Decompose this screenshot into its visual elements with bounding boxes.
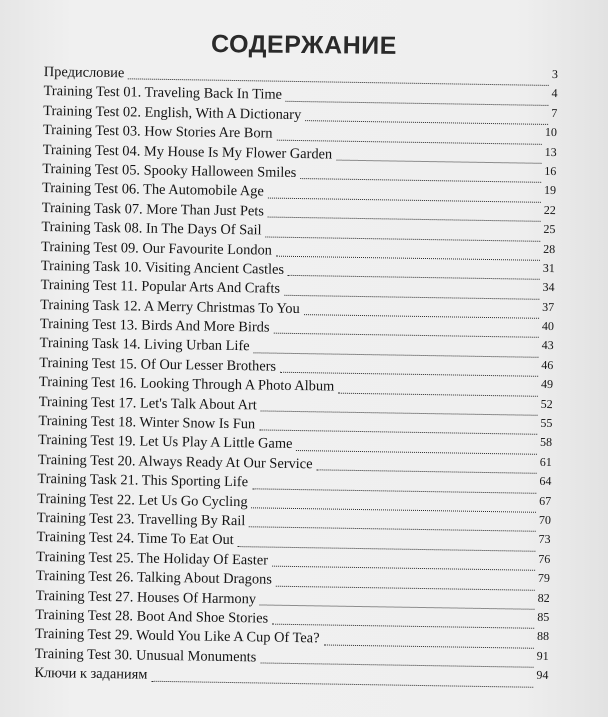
- toc-entry-page-number: 7: [551, 105, 558, 120]
- dot-leader: [272, 565, 535, 571]
- toc-entry-page-number: 25: [543, 221, 556, 237]
- dot-leader: [273, 332, 538, 338]
- toc-entry-title: Training Test 27. Houses Of Harmony: [35, 587, 257, 607]
- dot-leader: [304, 313, 539, 319]
- toc-entry-page-number: 52: [540, 396, 553, 411]
- dot-leader: [280, 371, 538, 377]
- toc-entry-page-number: 49: [540, 377, 554, 392]
- toc-entry-title: Training Test 11. Popular Arts And Crafts: [40, 277, 281, 298]
- toc-entry-page-number: 58: [539, 435, 553, 450]
- dot-leader: [265, 235, 540, 241]
- toc-entry-title: Training Test 30. Unusual Monuments: [34, 645, 257, 666]
- dot-leader: [272, 623, 534, 629]
- toc-entry-title: Ключи к заданиям: [34, 665, 148, 683]
- dot-leader: [259, 429, 537, 435]
- toc-entry-page-number: 94: [536, 667, 549, 683]
- dot-leader: [336, 159, 541, 164]
- toc-entry-page-number: 82: [537, 590, 550, 605]
- toc-entry-title: Training Test 13. Birds And More Birds: [39, 316, 270, 336]
- toc-entry-title: Training Task 10. Visiting Ancient Castles: [40, 257, 285, 278]
- dot-leader: [300, 177, 541, 183]
- dot-leader: [305, 119, 548, 125]
- toc-entry-title: Training Task 07. More Than Just Pets: [41, 199, 265, 220]
- dot-leader: [268, 216, 541, 222]
- toc-entry-title: Training Test 17. Let's Talk About Art: [38, 393, 257, 414]
- toc-entry-page-number: 55: [540, 415, 553, 431]
- toc-entry-page-number: 88: [536, 629, 550, 644]
- toc-entry-page-number: 40: [541, 318, 555, 334]
- toc-entry-title: Training Test 24. Time To Eat Out: [36, 529, 234, 549]
- toc-entry-page-number: 61: [539, 454, 552, 469]
- dot-leader: [286, 100, 549, 106]
- toc-entry-page-number: 85: [537, 609, 550, 624]
- toc-entry-title: Training Test 29. Would You Like A Cup Of Tea?: [34, 626, 320, 647]
- toc-entry-title: Training Test 06. The Automobile Age: [41, 180, 264, 200]
- toc-entry-title: Training Task 14. Living Urban Life: [39, 335, 250, 355]
- dot-leader: [276, 138, 541, 144]
- dot-leader: [254, 351, 539, 357]
- toc-entry-page-number: 43: [541, 338, 554, 353]
- dot-leader: [323, 643, 533, 648]
- toc-entry-page-number: 70: [538, 512, 551, 528]
- dot-leader: [260, 603, 535, 609]
- toc-entry-page-number: 19: [543, 183, 557, 198]
- dot-leader: [260, 662, 533, 668]
- toc-entry-title: Training Test 02. English, With A Dictionary: [43, 102, 302, 123]
- toc-entry-title: Training Test 19. Let Us Play A Little Game: [37, 432, 293, 453]
- toc-entry-page-number: 73: [538, 532, 551, 547]
- toc-entry-title: Training Test 04. My House Is My Flower Garden: [42, 141, 333, 163]
- toc-entry-page-number: 67: [539, 493, 552, 508]
- toc-entry-page-number: 79: [537, 570, 551, 586]
- toc-entry-page-number: 13: [544, 144, 557, 159]
- dot-leader: [252, 487, 536, 493]
- dot-leader: [238, 545, 536, 552]
- toc-entry-page-number: 10: [544, 125, 558, 140]
- dot-leader: [249, 526, 536, 533]
- dot-leader: [288, 274, 540, 280]
- toc-entry-title: Training Test 16. Looking Through A Photo Album: [38, 374, 335, 395]
- dot-leader: [261, 409, 538, 415]
- toc-entry-title: Training Test 01. Traveling Back In Time: [43, 83, 283, 104]
- toc-entry-page-number: 37: [542, 299, 555, 314]
- toc-entry-title: Training Test 25. The Holiday Of Easter: [36, 548, 269, 569]
- dot-leader: [276, 584, 535, 590]
- toc-entry-title: Training Test 05. Spooky Halloween Smiles: [42, 160, 297, 181]
- toc-entry-title: Training Test 22. Let Us Go Cycling: [37, 490, 248, 510]
- toc-entry-title: Training Task 12. A Merry Christmas To You: [40, 296, 300, 317]
- toc-entry-title: Training Test 28. Boot And Shoe Stories: [35, 606, 269, 627]
- toc-entry-page-number: 46: [541, 357, 554, 372]
- toc-entry-title: Training Test 03. How Stories Are Born: [42, 122, 273, 142]
- toc-entry-page-number: 34: [542, 280, 555, 295]
- toc-entry-page-number: 31: [542, 260, 555, 275]
- toc-entry-page-number: 64: [539, 474, 552, 489]
- toc-entry-title: Предисловие: [43, 63, 125, 82]
- toc-entry-page-number: 3: [551, 66, 558, 82]
- toc-entry-page-number: 4: [551, 86, 558, 101]
- dot-leader: [276, 255, 540, 261]
- toc-entry-page-number: 16: [544, 163, 557, 179]
- toc-entry-title: Training Test 23. Travelling By Rail: [36, 509, 246, 530]
- dot-leader: [316, 469, 536, 474]
- toc-entry-title: Training Test 26. Talking About Dragons: [35, 568, 273, 588]
- dot-leader: [151, 679, 533, 687]
- toc-entry-title: Training Test 20. Always Ready At Our Service: [37, 451, 313, 473]
- toc-entry-title: Training Task 21. This Sporting Life: [37, 471, 249, 491]
- toc-entry-page-number: 76: [538, 551, 551, 566]
- toc-entry-page-number: 22: [543, 202, 556, 217]
- dot-leader: [284, 293, 539, 299]
- toc-entry-title: Training Task 08. In The Days Of Sail: [41, 219, 262, 239]
- toc-entry-title: Training Test 09. Our Favourite London: [40, 238, 273, 259]
- dot-leader: [338, 391, 538, 396]
- table-of-contents: [34, 63, 558, 691]
- toc-entry-page-number: 91: [536, 648, 549, 663]
- toc-entry-title: Training Test 15. Of Our Lesser Brothers: [39, 354, 277, 375]
- toc-entry-title: Training Test 18. Winter Snow Is Fun: [38, 412, 256, 433]
- page-title: СОДЕРЖАНИЕ: [210, 29, 398, 60]
- dot-leader: [251, 506, 536, 512]
- dot-leader: [296, 449, 537, 455]
- dot-leader: [268, 196, 541, 202]
- toc-entry-page-number: 28: [543, 241, 556, 256]
